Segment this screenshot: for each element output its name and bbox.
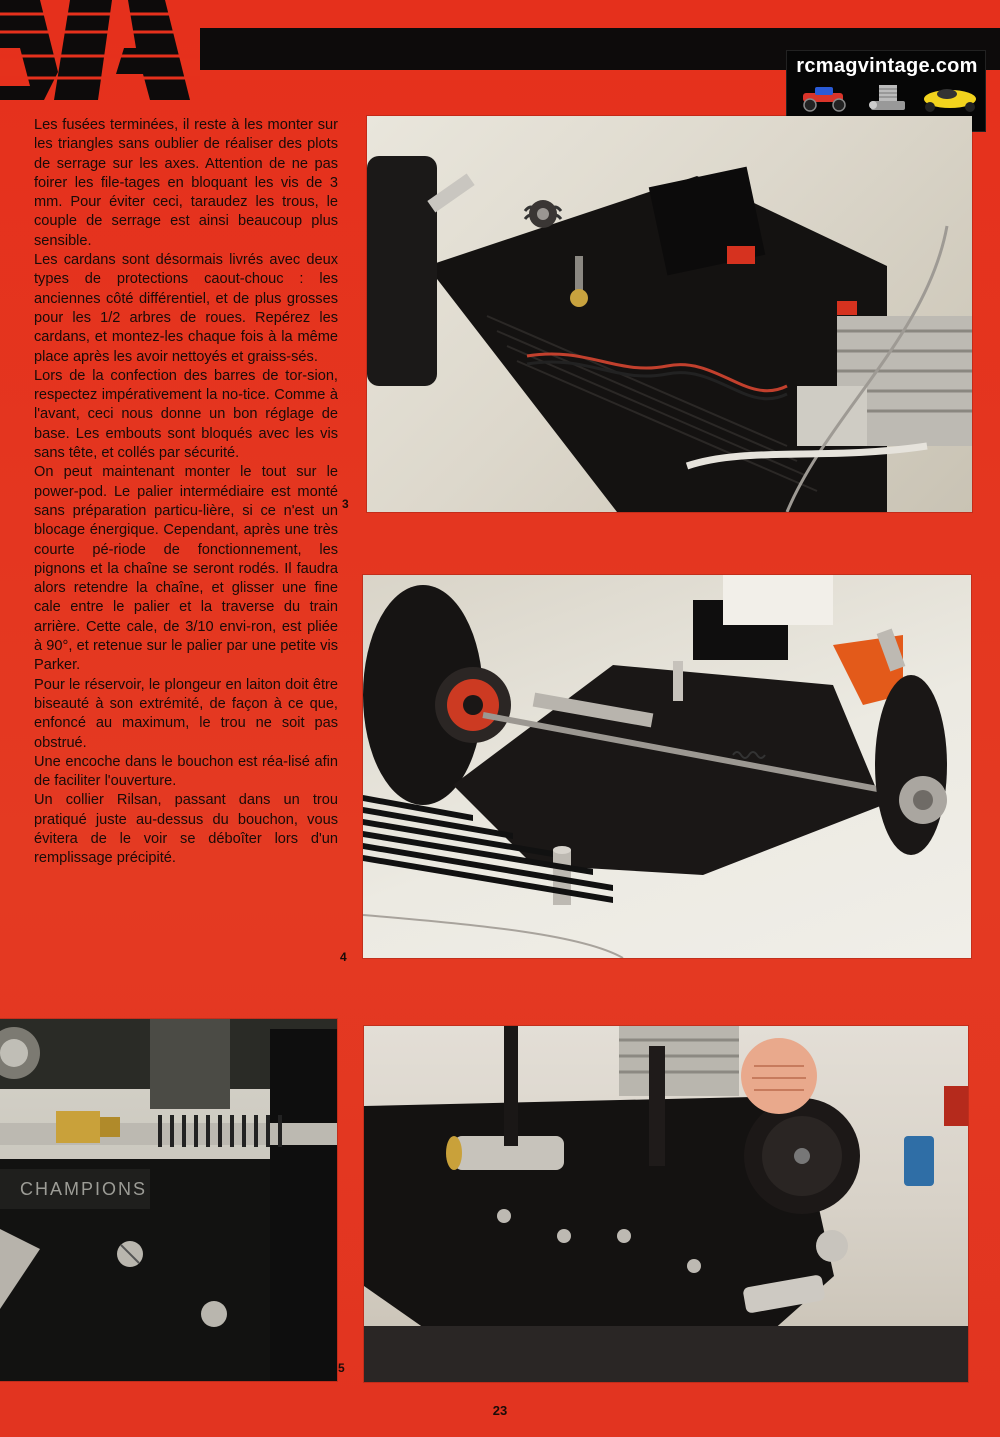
photo-rear-gear <box>364 1026 968 1382</box>
engine-icon <box>865 83 911 113</box>
figure-number-4: 4 <box>340 950 347 964</box>
photo-rear-gear-illustration <box>364 1026 968 1382</box>
paragraph: Les fusées terminées, il reste à les monter sur les triangles sans oublier de réaliser des plots de serrage sur les axes. Attention de ne pas foirer les file-tages en bloquant les vis de 3 mm. Pour éviter ceci, taraudez les trous, le couple de serrage est ainsi beaucoup plus sensible. <box>34 117 338 249</box>
paragraph: Une encoche dans le bouchon est réa-lisé afin de faciliter l'ouverture. <box>34 753 338 790</box>
header-logo-shape <box>0 0 200 100</box>
champions-label: CHAMPIONS <box>20 1179 148 1199</box>
photo-chassis-servo <box>367 116 972 512</box>
watermark-site-name: rcmagvintage.com <box>796 55 978 77</box>
paragraph: Lors de la confection des barres de tor-sion, respectez impérativement la no-tice. Comme à l'avant, ceci nous donne un bon réglage de base. Les embouts sont bloqués avec les vis sans tête, et collés par sécurité. <box>34 367 338 462</box>
header-logo <box>0 0 200 100</box>
buggy-icon <box>799 83 853 113</box>
photo-rear-axle <box>363 575 971 958</box>
figure-number-3: 3 <box>342 497 349 511</box>
page-number: 23 <box>492 1403 508 1418</box>
photo-shock-detail-illustration <box>0 1019 337 1381</box>
kart-icon <box>921 83 979 113</box>
paragraph: Les cardans sont désormais livrés avec deux types de protections caout-chouc : les anciennes côté différentiel, et de plus grosses pour les 1/2 arbres de roues. Repérez les cardans, et montez-les chaque fois à la même place après les avoir nettoyés et graiss-sés. <box>34 252 338 365</box>
paragraph: On peut maintenant monter le tout sur le power-pod. Le palier intermédiaire est monté sans préparation particu-lière, si ce n'est un blocage énergique. Cependant, après une très courte pé-riode de fonctionnement, les pignons et la chaîne se seront rodés. Il faudra alors retendre la chaîne, et glisser une fine cale entre le palier et la traverse du train arrière. Cette cale, de 3/10 envi-ron, est pliée à 90°, et retenue sur le palier par une petite vis Parker. <box>34 464 338 674</box>
paragraph: Pour le réservoir, le plongeur en laiton doit être biseauté à son extrémité, de façon à ce que, enfoncé au maximum, le trou ne soit pas obstrué. <box>34 676 338 751</box>
article-body <box>34 116 338 869</box>
photo-shock-detail <box>0 1019 337 1381</box>
figure-number-5: 5 <box>338 1361 345 1375</box>
photo-rear-axle-illustration <box>363 575 971 958</box>
photo-chassis-servo-illustration <box>367 116 972 512</box>
paragraph: Un collier Rilsan, passant dans un trou pratiqué juste au-dessus du bouchon, vous évitera de le voir se déboîter lors d'un remplissage précipité. <box>34 792 338 867</box>
